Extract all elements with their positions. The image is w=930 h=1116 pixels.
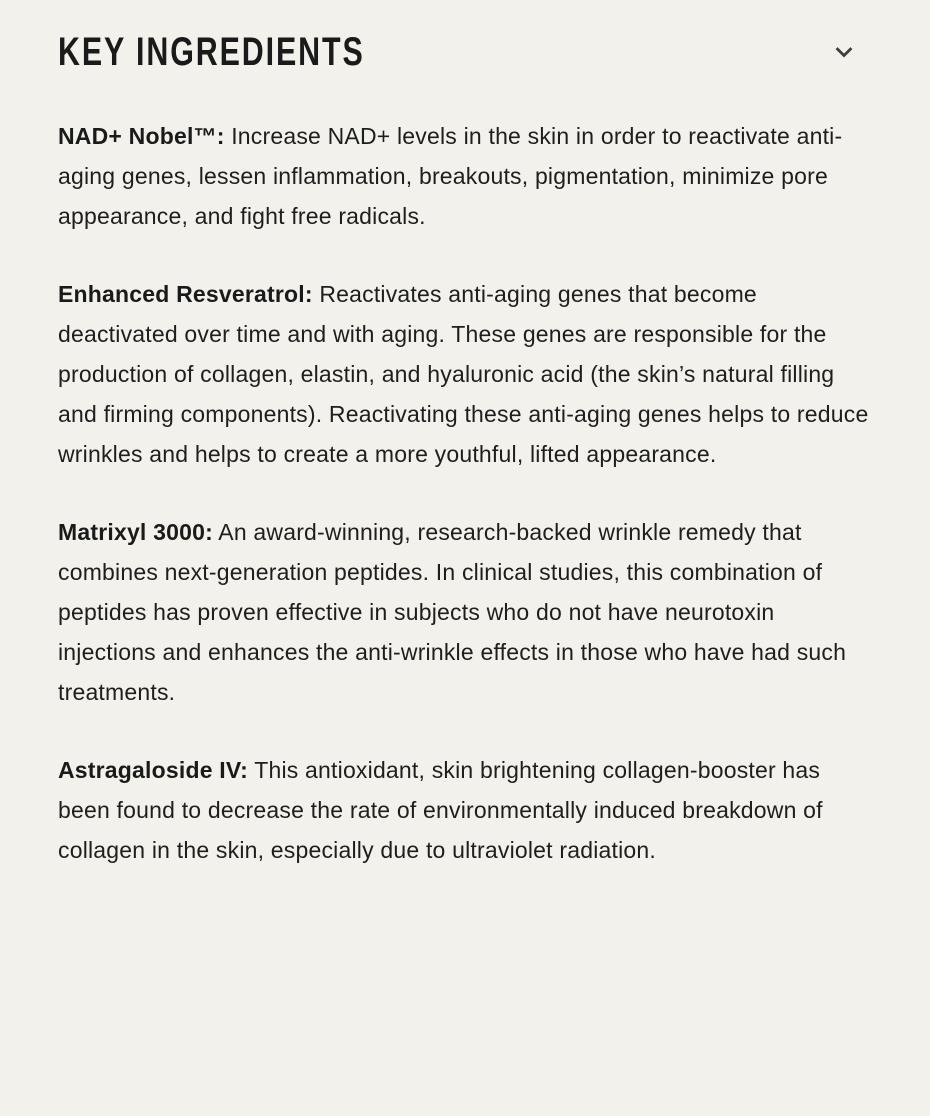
ingredients-list <box>58 116 872 870</box>
ingredient-paragraph-resveratrol <box>58 274 872 474</box>
ingredient-name: Matrixyl 3000: <box>58 519 213 545</box>
section-title-text: KEY INGREDIENTS <box>58 30 365 74</box>
ingredient-description: Reactivates anti-aging genes that become deactivated over time and with aging. These genes are responsible for the production of collagen, elastin, and hyaluronic acid (the skin’s natural filling and firming components). Reactivating these anti-aging genes helps to reduce wrinkles and helps to create a more youthful, lifted appearance. <box>58 281 869 467</box>
ingredient-description: Increase NAD+ levels in the skin in order to reactivate anti-aging genes, lessen inflammation, breakouts, pigmentation, minimize pore appearance, and fight free radicals. <box>58 123 843 229</box>
chevron-down-icon[interactable] <box>830 38 858 66</box>
ingredient-description: An award-winning, research-backed wrinkle remedy that combines next-generation peptides. In clinical studies, this combination of peptides has proven effective in subjects who do not have neurotoxin injections and enhances the anti-wrinkle effects in those who have had such treatments. <box>58 519 847 705</box>
ingredient-paragraph-nad <box>58 116 872 236</box>
ingredient-name: Astragaloside IV: <box>58 757 249 783</box>
section-title <box>58 30 462 74</box>
ingredient-name: NAD+ Nobel™: <box>58 123 225 149</box>
ingredient-paragraph-matrixyl <box>58 512 872 712</box>
ingredient-description: This antioxidant, skin brightening collagen-booster has been found to decrease the rate of environmentally induced breakdown of collagen in the skin, especially due to ultraviolet radiation. <box>58 757 823 863</box>
accordion-header[interactable] <box>58 30 872 74</box>
ingredient-name: Enhanced Resveratrol: <box>58 281 313 307</box>
ingredient-paragraph-astragaloside <box>58 750 872 870</box>
